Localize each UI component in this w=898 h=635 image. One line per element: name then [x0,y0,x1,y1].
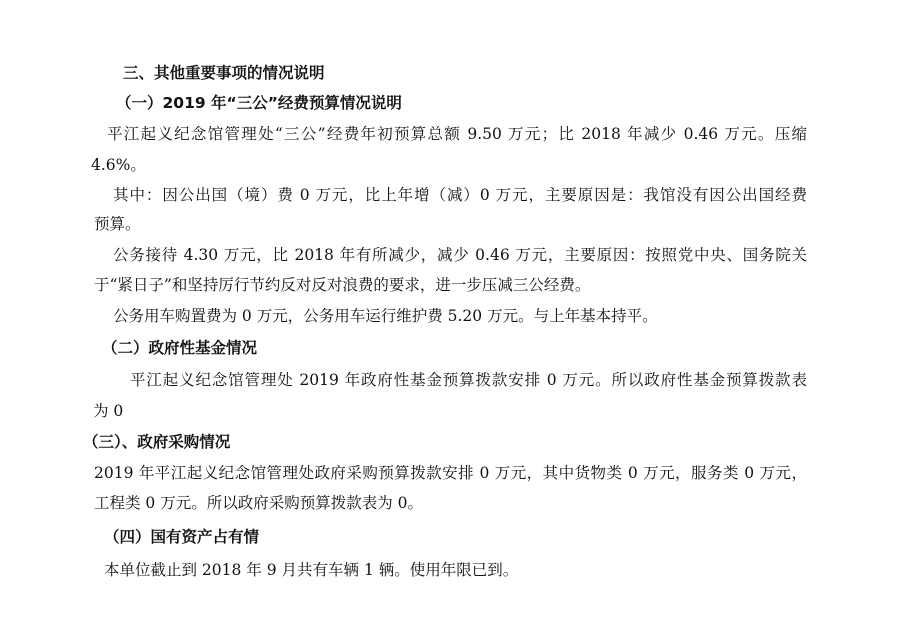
section3-p1-line2: 工程类 0 万元。所以政府采购预算拨款表为 0。 [94,494,424,512]
section1-p2-line2: 预算。 [94,215,141,233]
heading-main: 三、其他重要事项的情况说明 [123,64,325,82]
section1-p3-line2: 于“紧日子”和坚持厉行节约反对反对浪费的要求，进一步压减三公经费。 [94,276,591,294]
section1-p1-line2: 4.6%。 [91,156,146,174]
section1-p3-line1: 公务接待 4.30 万元，比 2018 年有所减少，减少 0.46 万元，主要原因：按照党中央、国务院关 [113,246,807,264]
section2-title: （二）政府性基金情况 [102,339,258,357]
section3-title: （三）、政府采购情况 [83,433,231,451]
section1-p4: 公务用车购置费为 0 万元，公务用车运行维护费 5.20 万元。与上年基本持平。 [113,307,658,325]
section2-p1-line1: 平江起义纪念馆管理处 2019 年政府性基金预算拨款安排 0 万元。所以政府性基金预算拨款表 [130,371,807,389]
section3-p1-line1: 2019 年平江起义纪念馆管理处政府采购预算拨款安排 0 万元，其中货物类 0 万元，服务类 0 万元， [94,464,807,482]
section4-p1: 本单位截止到 2018 年 9 月共有车辆 1 辆。使用年限已到。 [104,561,519,579]
section1-p2-line1: 其中：因公出国（境）费 0 万元，比上年增（减）0 万元，主要原因是：我馆没有因公出国经费 [113,186,807,204]
section1-p1-line1: 平江起义纪念馆管理处“三公”经费年初预算总额 9.50 万元；比 2018 年减少 0.46 万元。压缩 [107,125,807,143]
section4-title: （四）国有资产占有情 [104,528,260,546]
section1-title: （一）2019 年“三公”经费预算情况说明 [116,94,402,112]
section2-p1-line2: 为 0 [93,402,124,420]
